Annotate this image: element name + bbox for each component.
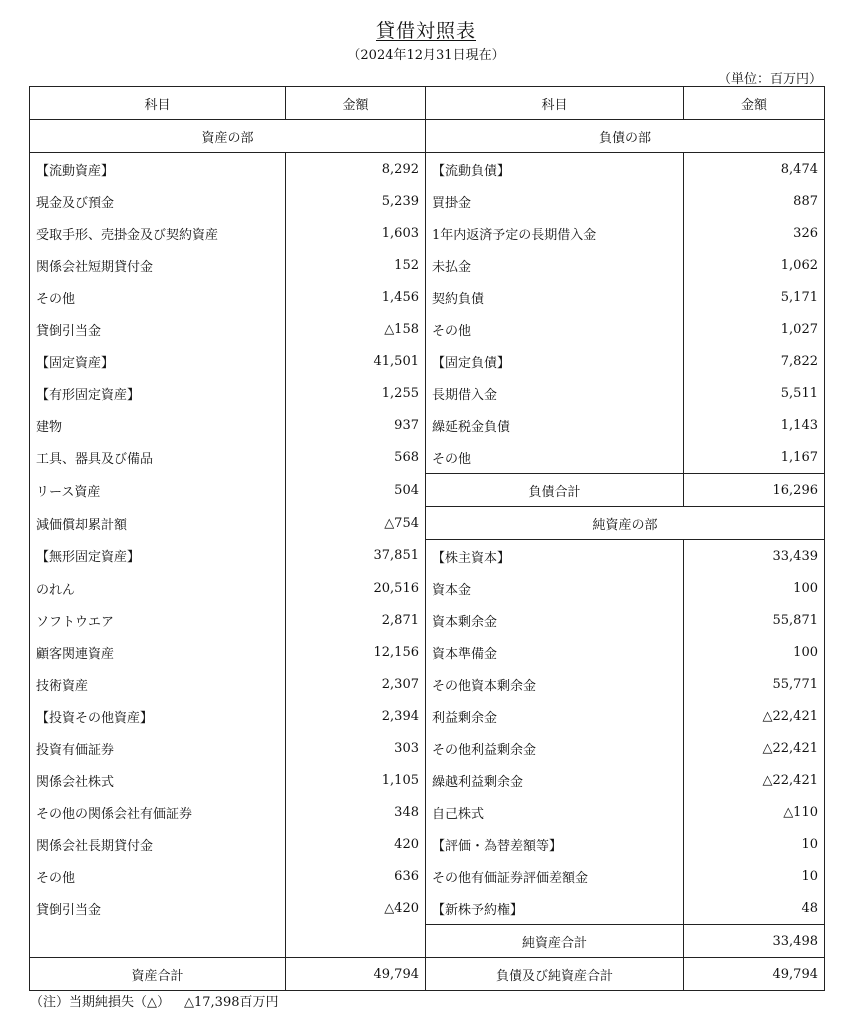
asset-value: 1,603 (286, 217, 426, 249)
table-row (30, 153, 825, 186)
table-row (30, 185, 825, 217)
asset-label: 顧客関連資産 (30, 636, 286, 668)
asset-value: 636 (286, 860, 426, 892)
unit-label: （単位：百万円） (717, 72, 822, 87)
document-title: 貸借対照表 (375, 20, 476, 42)
asset-label: 投資有価証券 (30, 732, 286, 764)
liability-value: △22,421 (684, 700, 825, 732)
asset-label: 関係会社長期貸付金 (30, 828, 286, 860)
liability-value: 48 (684, 892, 825, 925)
total-row (30, 958, 825, 991)
liability-label: 資本剰余金 (426, 604, 684, 636)
table-row (30, 892, 825, 925)
asset-value: 504 (286, 474, 426, 507)
asset-label: その他の関係会社有価証券 (30, 796, 286, 828)
section-liabilities: 負債の部 (426, 120, 825, 153)
asset-label: その他 (30, 860, 286, 892)
assets-total-value: 49,794 (286, 958, 426, 991)
table-row (30, 636, 825, 668)
footnote-label: （注）当期純損失（△） (30, 995, 170, 1010)
balance-sheet-table (29, 86, 825, 991)
asset-label: 貸倒引当金 (30, 892, 286, 925)
asset-value (286, 925, 426, 958)
liability-value: 5,511 (684, 377, 825, 409)
asset-label (30, 925, 286, 958)
liability-label: 【評価・為替差額等】 (426, 828, 684, 860)
table-row (30, 732, 825, 764)
asset-label: 【無形固定資産】 (30, 540, 286, 573)
liability-value: 100 (684, 572, 825, 604)
asset-value: 2,307 (286, 668, 426, 700)
asset-value: 1,456 (286, 281, 426, 313)
asset-value: △158 (286, 313, 426, 345)
header-item-right: 科目 (426, 87, 684, 120)
liability-value: 33,439 (684, 540, 825, 573)
asset-value: 20,516 (286, 572, 426, 604)
liability-value: 887 (684, 185, 825, 217)
liability-label: その他 (426, 441, 684, 474)
liability-value: 1,027 (684, 313, 825, 345)
liability-value: 10 (684, 828, 825, 860)
asset-value: 12,156 (286, 636, 426, 668)
table-row (30, 668, 825, 700)
liability-value: 326 (684, 217, 825, 249)
liability-label: その他 (426, 313, 684, 345)
asset-label: 現金及び預金 (30, 185, 286, 217)
footnote (30, 991, 293, 1010)
asset-label: ソフトウエア (30, 604, 286, 636)
liability-value: 100 (684, 636, 825, 668)
balance-sheet-body (30, 87, 825, 991)
table-row (30, 217, 825, 249)
asset-label: のれん (30, 572, 286, 604)
liability-label: 資本金 (426, 572, 684, 604)
table-row (30, 507, 825, 540)
subtotal-label: 純資産合計 (426, 925, 684, 958)
liability-label: その他資本剰余金 (426, 668, 684, 700)
section-row (30, 120, 825, 153)
liability-value: 1,062 (684, 249, 825, 281)
table-row (30, 441, 825, 474)
table-row (30, 313, 825, 345)
liability-label: 【固定負債】 (426, 345, 684, 377)
asset-value: 1,255 (286, 377, 426, 409)
liability-value: 55,871 (684, 604, 825, 636)
liability-label: 自己株式 (426, 796, 684, 828)
asset-value: 37,851 (286, 540, 426, 573)
asset-value: 348 (286, 796, 426, 828)
liability-value: 10 (684, 860, 825, 892)
liability-value: 55,771 (684, 668, 825, 700)
asset-value: 303 (286, 732, 426, 764)
asset-label: 【流動資産】 (30, 153, 286, 186)
asset-label: 建物 (30, 409, 286, 441)
table-row (30, 474, 825, 507)
table-row (30, 828, 825, 860)
liability-label: 契約負債 (426, 281, 684, 313)
asset-label: 技術資産 (30, 668, 286, 700)
asset-value: △420 (286, 892, 426, 925)
assets-total-label: 資産合計 (30, 958, 286, 991)
liability-value: 8,474 (684, 153, 825, 186)
asset-label: 【固定資産】 (30, 345, 286, 377)
table-row (30, 281, 825, 313)
asset-label: 受取手形、売掛金及び契約資産 (30, 217, 286, 249)
asset-label: リース資産 (30, 474, 286, 507)
asset-label: 【有形固定資産】 (30, 377, 286, 409)
footnote-value: △17,398百万円 (184, 995, 279, 1010)
table-row (30, 796, 825, 828)
liability-label: 利益剰余金 (426, 700, 684, 732)
liability-label: 【株主資本】 (426, 540, 684, 573)
table-row (30, 700, 825, 732)
table-row (30, 540, 825, 573)
table-row (30, 345, 825, 377)
table-row (30, 860, 825, 892)
liability-label: 【新株予約権】 (426, 892, 684, 925)
asset-value: 5,239 (286, 185, 426, 217)
table-row (30, 604, 825, 636)
header-row (30, 87, 825, 120)
table-row (30, 572, 825, 604)
subtotal-label: 負債合計 (426, 474, 684, 507)
header-item: 科目 (30, 87, 286, 120)
header-amount: 金額 (286, 87, 426, 120)
table-row (30, 764, 825, 796)
liability-label: 資本準備金 (426, 636, 684, 668)
asset-label: 【投資その他資産】 (30, 700, 286, 732)
asset-label: 関係会社株式 (30, 764, 286, 796)
asset-label: 減価償却累計額 (30, 507, 286, 540)
asset-value: 41,501 (286, 345, 426, 377)
asset-value: 2,871 (286, 604, 426, 636)
asset-label: 工具、器具及び備品 (30, 441, 286, 474)
liability-label: 繰延税金負債 (426, 409, 684, 441)
table-row (30, 409, 825, 441)
liability-value: 5,171 (684, 281, 825, 313)
asset-value: 420 (286, 828, 426, 860)
liability-label: その他有価証券評価差額金 (426, 860, 684, 892)
grand-total-value: 49,794 (684, 958, 825, 991)
header-amount-right: 金額 (684, 87, 825, 120)
liability-label: 長期借入金 (426, 377, 684, 409)
asset-value: 2,394 (286, 700, 426, 732)
subtotal-value: 33,498 (684, 925, 825, 958)
document-date: （2024年12月31日現在） (347, 48, 505, 63)
liability-label: 【流動負債】 (426, 153, 684, 186)
liability-value: △110 (684, 796, 825, 828)
asset-value: 937 (286, 409, 426, 441)
asset-value: 8,292 (286, 153, 426, 186)
asset-value: △754 (286, 507, 426, 540)
asset-value: 152 (286, 249, 426, 281)
liability-value: 1,167 (684, 441, 825, 474)
liability-label: 買掛金 (426, 185, 684, 217)
liability-label: 未払金 (426, 249, 684, 281)
asset-value: 1,105 (286, 764, 426, 796)
subtotal-value: 16,296 (684, 474, 825, 507)
section-assets: 資産の部 (30, 120, 426, 153)
liability-label: 繰越利益剰余金 (426, 764, 684, 796)
liability-value: △22,421 (684, 732, 825, 764)
liability-value: 1,143 (684, 409, 825, 441)
asset-label: 関係会社短期貸付金 (30, 249, 286, 281)
grand-total-label: 負債及び純資産合計 (426, 958, 684, 991)
liability-value: △22,421 (684, 764, 825, 796)
liability-label: 1年内返済予定の長期借入金 (426, 217, 684, 249)
asset-label: その他 (30, 281, 286, 313)
liability-value: 7,822 (684, 345, 825, 377)
asset-value: 568 (286, 441, 426, 474)
table-row (30, 249, 825, 281)
table-row (30, 377, 825, 409)
section-net-assets: 純資産の部 (426, 507, 825, 540)
asset-label: 貸倒引当金 (30, 313, 286, 345)
table-row (30, 925, 825, 958)
liability-label: その他利益剰余金 (426, 732, 684, 764)
